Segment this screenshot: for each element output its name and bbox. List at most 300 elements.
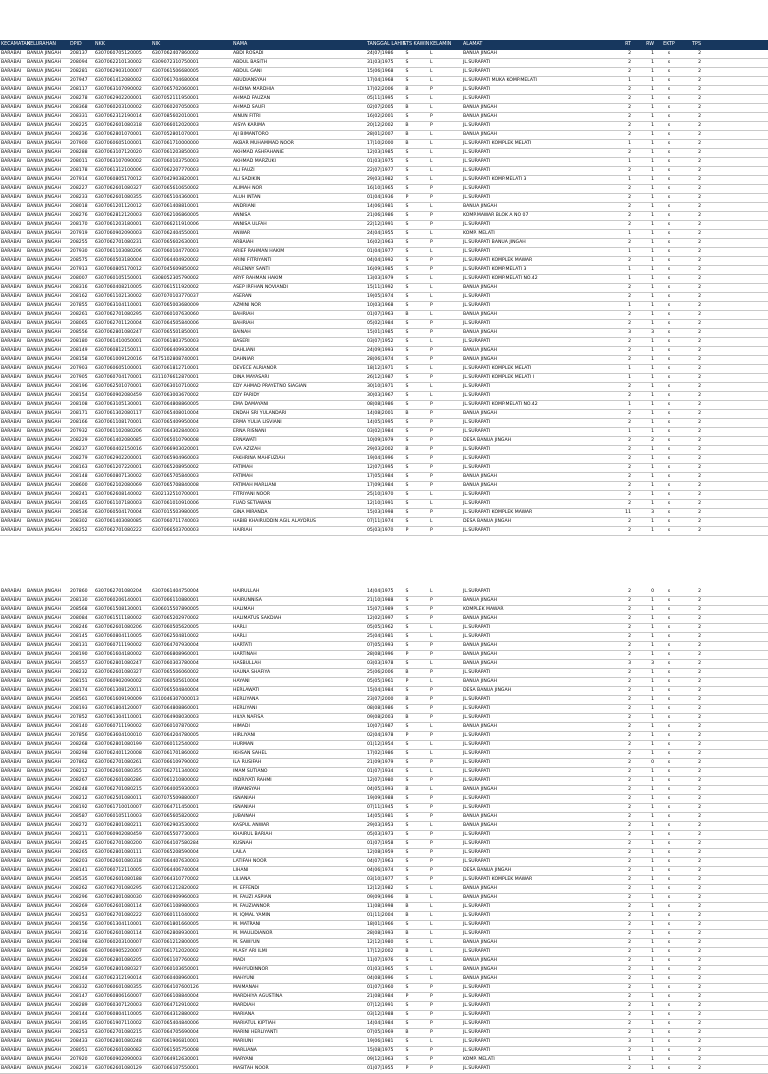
cell-ektp: s (667, 447, 671, 452)
cell-rt: 2 (628, 886, 631, 891)
table-row (0, 966, 768, 975)
cell-tanggal-lahir: 01|11|2004 (367, 913, 394, 918)
cell-kelurahan: BANUA JINGAH (27, 501, 61, 506)
cell-tanggal-lahir: 05|11|1995 (367, 96, 394, 101)
cell-nkk: 6307060902090003 (95, 231, 142, 236)
cell-tanggal-lahir: 01|07|1963 (367, 312, 394, 317)
cell-kecamatan: BARABAI (1, 769, 22, 774)
cell-alamat: BANUA JINGAH (463, 598, 497, 603)
cell-sts-kawin: S (405, 393, 409, 398)
cell-kelurahan: BANUA JINGAH (27, 697, 61, 702)
cell-alamat: BANUA JINGAH (463, 285, 497, 290)
cell-nama: M. MAULIDIANOR (233, 931, 273, 936)
table-row (0, 1011, 768, 1020)
cell-nama: HABIB KHAIRUDDIN AGIL ALAYDRUS (233, 519, 316, 524)
cell-rt: 2 (628, 357, 631, 362)
table-row (0, 392, 768, 401)
cell-nkk: 6307060503180004 (95, 258, 142, 263)
cell-nkk: 6307062601080327 (95, 186, 142, 191)
cell-rw: 1 (651, 670, 654, 675)
cell-nik: 6307061505750008 (152, 1048, 199, 1053)
cell-tps: 2 (698, 51, 701, 56)
cell-nama: INDRIYATI RAHMI (233, 778, 272, 783)
cell-tps: 2 (698, 976, 701, 981)
cell-nkk: 6307061304110001 (95, 922, 142, 927)
cell-kelurahan: BANUA JINGAH (27, 483, 61, 488)
cell-nik: 6307066903020001 (152, 447, 199, 452)
cell-tanggal-lahir: 19|06|1981 (367, 1039, 394, 1044)
cell-kelurahan: BANUA JINGAH (27, 159, 61, 164)
cell-nik: 6307062711340002 (152, 769, 199, 774)
cell-kelurahan: BANUA JINGAH (27, 868, 61, 873)
cell-ektp: s (667, 339, 671, 344)
cell-tanggal-lahir: 15|01|1985 (367, 330, 394, 335)
cell-rt: 2 (628, 465, 631, 470)
cell-nik: 6307064808860005 (152, 402, 199, 407)
cell-dpid: 208233 (70, 195, 88, 200)
cell-alamat: JL.SURAPATI (463, 949, 491, 954)
cell-tanggal-lahir: 17|09|1984 (367, 483, 394, 488)
cell-ektp: s (667, 769, 671, 774)
cell-dpid: 207947 (70, 78, 88, 83)
table-row (0, 473, 768, 482)
cell-dpid: 208166 (70, 420, 88, 425)
cell-kecamatan: BARABAI (1, 895, 22, 900)
cell-nik: 6475102808740001 (152, 357, 199, 362)
cell-tps: 2 (698, 294, 701, 299)
cell-kecamatan: BARABAI (1, 60, 22, 65)
cell-dpid: 208065 (70, 321, 88, 326)
cell-nama: HERLAWATI (233, 688, 260, 693)
cell-tanggal-lahir: 14|04|1975 (367, 589, 394, 594)
cell-dpid: 208289 (70, 1003, 88, 1008)
table-row (0, 284, 768, 293)
cell-alamat: JL.SURAPATI (463, 294, 491, 299)
cell-sts-kawin: S (405, 724, 409, 729)
cell-rw: 1 (651, 850, 654, 855)
table-row (0, 374, 768, 383)
cell-kecamatan: BARABAI (1, 1012, 22, 1017)
cell-kelamin: P (430, 1066, 433, 1071)
cell-ektp: s (667, 895, 671, 900)
cell-alamat: BANUA JINGAH (463, 357, 497, 362)
cell-dpid: 208433 (70, 1039, 88, 1044)
cell-kelurahan: BANUA JINGAH (27, 751, 61, 756)
cell-rw: 1 (651, 69, 654, 74)
cell-rw: 1 (651, 1012, 654, 1017)
cell-rw: 1 (651, 447, 654, 452)
cell-kelamin: P (430, 420, 433, 425)
cell-nik: 6307061812710001 (152, 366, 199, 371)
cell-kelamin: P (430, 186, 433, 191)
cell-kecamatan: BARABAI (1, 402, 22, 407)
cell-nkk: 6307062801080111 (95, 850, 142, 855)
cell-rw: 0 (651, 589, 654, 594)
table-row (0, 993, 768, 1002)
cell-dpid: 207914 (70, 177, 88, 182)
cell-sts-kawin: B (405, 913, 409, 918)
cell-tps: 2 (698, 724, 701, 729)
cell-nik: 6311076612870001 (152, 375, 199, 380)
cell-nama: HAIRULLAH (233, 589, 260, 594)
table-row (0, 50, 768, 59)
cell-tps: 2 (698, 375, 701, 380)
cell-ektp: s (667, 186, 671, 191)
cell-alamat: JL.SURAPATI (463, 87, 491, 92)
cell-nik: 6307065408010004 (152, 411, 199, 416)
cell-tanggal-lahir: 01|03|1975 (367, 159, 394, 164)
cell-kelurahan: BANUA JINGAH (27, 778, 61, 783)
cell-ektp: s (667, 652, 671, 657)
table-row (0, 104, 768, 113)
cell-kelurahan: BANUA JINGAH (27, 670, 61, 675)
cell-nik: 6307064711450001 (152, 805, 199, 810)
cell-nama: BAHRIAH (233, 321, 254, 326)
cell-ektp: s (667, 598, 671, 603)
cell-kelamin: P (430, 1057, 433, 1062)
header-kelamin: KELAMIN (430, 42, 452, 47)
table-row (0, 329, 768, 338)
cell-kelurahan: BANUA JINGAH (27, 589, 61, 594)
cell-alamat: BANUA JINGAH (463, 312, 497, 317)
cell-kecamatan: BARABAI (1, 670, 22, 675)
cell-tps: 2 (698, 447, 701, 452)
cell-nama: HILYA NAFISA (233, 715, 264, 720)
cell-nkk: 6307060902080459 (95, 393, 142, 398)
cell-tps: 2 (698, 1021, 701, 1026)
cell-kecamatan: BARABAI (1, 715, 22, 720)
cell-kelurahan: BANUA JINGAH (27, 96, 61, 101)
cell-tanggal-lahir: 19|04|1996 (367, 456, 394, 461)
cell-kelamin: P (430, 670, 433, 675)
cell-rt: 2 (628, 393, 631, 398)
cell-kelamin: P (430, 123, 433, 128)
cell-ektp: s (667, 465, 671, 470)
cell-rw: 1 (651, 375, 654, 380)
cell-sts-kawin: S (405, 465, 409, 470)
cell-dpid: 208587 (70, 814, 88, 819)
cell-nama: AHMAD SAUFI (233, 105, 266, 110)
cell-nama: ALIMAH NOR (233, 186, 263, 191)
cell-sts-kawin: S (405, 186, 409, 191)
cell-ektp: s (667, 670, 671, 675)
cell-nik: 6307060207050003 (152, 105, 199, 110)
cell-dpid: 207856 (70, 733, 88, 738)
cell-nama: AKHMAD MARZUKI (233, 159, 276, 164)
cell-nkk: 6307062812120003 (95, 213, 142, 218)
cell-nik: 6307060111040002 (152, 913, 199, 918)
cell-nama: M. FAUZIANNOR (233, 904, 270, 909)
cell-tps: 2 (698, 886, 701, 891)
cell-nik: 6307061404750004 (152, 589, 199, 594)
cell-kelamin: P (430, 447, 433, 452)
cell-kelurahan: BANUA JINGAH (27, 922, 61, 927)
cell-tanggal-lahir: 29|03|2002 (367, 447, 394, 452)
cell-kecamatan: BARABAI (1, 204, 22, 209)
cell-nkk: 6307063107090002 (95, 159, 142, 164)
cell-rt: 3 (628, 661, 631, 666)
cell-nkk: 6307060601080355 (95, 985, 142, 990)
cell-kecamatan: BARABAI (1, 231, 22, 236)
table-row (0, 912, 768, 921)
cell-kelamin: P (430, 733, 433, 738)
cell-nama: HERLIYANI (233, 706, 257, 711)
cell-rw: 1 (651, 958, 654, 963)
table-page-2 (0, 588, 768, 1071)
table-row (0, 365, 768, 374)
cell-tps: 2 (698, 895, 701, 900)
header-nkk: NKK (95, 42, 105, 47)
table-row (0, 221, 768, 230)
cell-tanggal-lahir: 26|12|1987 (367, 375, 394, 380)
cell-sts-kawin: B (405, 447, 409, 452)
cell-ektp: s (667, 393, 671, 398)
cell-dpid: 208316 (70, 285, 88, 290)
cell-kelurahan: BANUA JINGAH (27, 240, 61, 245)
cell-nik: 6307064310770002 (152, 877, 199, 882)
cell-kecamatan: BARABAI (1, 796, 22, 801)
cell-kelamin: L (430, 96, 433, 101)
cell-kelamin: L (430, 159, 433, 164)
cell-rt: 2 (628, 411, 631, 416)
table-row (0, 795, 768, 804)
cell-tps: 2 (698, 706, 701, 711)
cell-kecamatan: BARABAI (1, 751, 22, 756)
cell-rt: 2 (628, 823, 631, 828)
cell-rw: 1 (651, 832, 654, 837)
cell-tanggal-lahir: 28|06|1974 (367, 357, 394, 362)
cell-rw: 1 (651, 393, 654, 398)
cell-rt: 2 (628, 123, 631, 128)
cell-ektp: s (667, 132, 671, 137)
cell-alamat: BANUA JINGAH (463, 330, 497, 335)
cell-rw: 1 (651, 607, 654, 612)
cell-tanggal-lahir: 22|07|1977 (367, 168, 394, 173)
cell-rt: 1 (628, 141, 631, 146)
cell-nik: 6307065208590004 (152, 850, 199, 855)
cell-nama: FUAD SETIAWAN (233, 501, 271, 506)
cell-kelamin: L (430, 132, 433, 137)
table-row (0, 230, 768, 239)
cell-alamat: JL.SURAPATI (463, 528, 491, 533)
cell-rt: 1 (628, 303, 631, 308)
cell-kecamatan: BARABAI (1, 492, 22, 497)
cell-kelurahan: BANUA JINGAH (27, 78, 61, 83)
cell-tanggal-lahir: 18|01|1966 (367, 922, 394, 927)
cell-sts-kawin: S (405, 366, 409, 371)
cell-nama: LAILA (233, 850, 246, 855)
cell-sts-kawin: S (405, 249, 409, 254)
cell-kelurahan: BANUA JINGAH (27, 465, 61, 470)
cell-tps: 2 (698, 679, 701, 684)
cell-tps: 2 (698, 420, 701, 425)
cell-tps: 2 (698, 904, 701, 909)
cell-kecamatan: BARABAI (1, 285, 22, 290)
cell-tps: 2 (698, 1039, 701, 1044)
cell-kelurahan: BANUA JINGAH (27, 285, 61, 290)
cell-tanggal-lahir: 21|10|1988 (367, 598, 394, 603)
cell-kecamatan: BARABAI (1, 375, 22, 380)
cell-tanggal-lahir: 05|03|1970 (367, 528, 394, 533)
cell-kelurahan: BANUA JINGAH (27, 661, 61, 666)
cell-rw: 1 (651, 96, 654, 101)
cell-kelamin: L (430, 895, 433, 900)
cell-rw: 1 (651, 742, 654, 747)
cell-ektp: s (667, 96, 671, 101)
table-row (0, 1056, 768, 1065)
cell-ektp: s (667, 859, 671, 864)
cell-tps: 2 (698, 1030, 701, 1035)
cell-dpid: 208298 (70, 751, 88, 756)
cell-tanggal-lahir: 10|07|1987 (367, 724, 394, 729)
cell-nama: ILA RUSIFAH (233, 760, 262, 765)
cell-ektp: s (667, 634, 671, 639)
cell-rt: 2 (628, 384, 631, 389)
table-row (0, 957, 768, 966)
cell-kecamatan: BARABAI (1, 1003, 22, 1008)
cell-nkk: 6307062902200001 (95, 456, 142, 461)
cell-kelurahan: BANUA JINGAH (27, 231, 61, 236)
cell-kecamatan: BARABAI (1, 420, 22, 425)
cell-alamat: JL.SURAPATI (463, 1012, 491, 1017)
cell-kecamatan: BARABAI (1, 195, 22, 200)
table-row (0, 840, 768, 849)
cell-kelurahan: BANUA JINGAH (27, 679, 61, 684)
cell-kecamatan: BARABAI (1, 985, 22, 990)
cell-dpid: 208246 (70, 625, 88, 630)
cell-kelurahan: BANUA JINGAH (27, 886, 61, 891)
cell-kelamin: L (430, 967, 433, 972)
cell-nkk: 6307060605100001 (95, 366, 142, 371)
cell-kelamin: P (430, 1030, 433, 1035)
cell-tps: 2 (698, 186, 701, 191)
cell-tps: 2 (698, 240, 701, 245)
table-row (0, 491, 768, 500)
cell-kecamatan: BARABAI (1, 258, 22, 263)
table-row (0, 482, 768, 491)
cell-rt: 2 (628, 697, 631, 702)
cell-kelurahan: BANUA JINGAH (27, 715, 61, 720)
cell-tanggal-lahir: 31|03|1975 (367, 60, 394, 65)
cell-sts-kawin: S (405, 958, 409, 963)
cell-nik: 6307060103750003 (152, 159, 199, 164)
cell-kelamin: L (430, 661, 433, 666)
table-body (0, 50, 768, 536)
cell-nkk: 6307062701080222 (95, 528, 142, 533)
cell-tanggal-lahir: 19|05|1974 (367, 294, 394, 299)
cell-dpid: 208144 (70, 976, 88, 981)
cell-rt: 2 (628, 796, 631, 801)
cell-alamat: JL.SURAPATI (463, 670, 491, 675)
cell-rw: 1 (651, 949, 654, 954)
table-body (0, 588, 768, 1074)
cell-alamat: JL.SURAPATI KOMPLEK MAWAR (463, 510, 533, 515)
cell-alamat: JL.SURAPATI (463, 1066, 491, 1071)
cell-kelamin: P (430, 438, 433, 443)
table-row (0, 885, 768, 894)
cell-sts-kawin: S (405, 285, 409, 290)
cell-tanggal-lahir: 08|08|1986 (367, 706, 394, 711)
cell-tps: 2 (698, 868, 701, 873)
cell-ektp: s (667, 1039, 671, 1044)
cell-tps: 2 (698, 670, 701, 675)
cell-kecamatan: BARABAI (1, 679, 22, 684)
cell-nkk: 6307061312100006 (95, 168, 142, 173)
cell-tps: 2 (698, 330, 701, 335)
cell-sts-kawin: S (405, 150, 409, 155)
cell-rw: 1 (651, 985, 654, 990)
cell-rt: 2 (628, 652, 631, 657)
cell-tanggal-lahir: 13|03|1979 (367, 276, 394, 281)
cell-nama: EVA AZIZAH (233, 447, 261, 452)
cell-ektp: s (667, 78, 671, 83)
cell-nik: 6307065003680009 (152, 303, 199, 308)
cell-tanggal-lahir: 05|05|1962 (367, 625, 394, 630)
cell-nik: 6307062106860005 (152, 213, 199, 218)
cell-kecamatan: BARABAI (1, 931, 22, 936)
cell-kelamin: P (430, 510, 433, 515)
cell-nkk: 6307062701120004 (95, 321, 142, 326)
cell-ektp: s (667, 348, 671, 353)
cell-alamat: JL.SURAPATI (463, 447, 491, 452)
cell-ektp: s (667, 715, 671, 720)
cell-nik: 6307064705690004 (152, 1030, 199, 1035)
cell-nama: MARDHIYA AGUSTINA (233, 994, 283, 999)
cell-rt: 2 (628, 312, 631, 317)
cell-nkk: 6307060902080459 (95, 832, 142, 837)
cell-alamat: JL.SURAPATI KOMP.MELATI NO.42 (463, 402, 538, 407)
cell-kecamatan: BARABAI (1, 940, 22, 945)
cell-kelurahan: BANUA JINGAH (27, 276, 61, 281)
cell-kelamin: P (430, 330, 433, 335)
cell-nkk: 6307061308120011 (95, 688, 142, 693)
cell-rw: 1 (651, 769, 654, 774)
cell-nama: FATIMAH (233, 465, 253, 470)
cell-nik: 6307065708840008 (152, 483, 199, 488)
cell-tps: 2 (698, 940, 701, 945)
cell-rw: 1 (651, 276, 654, 281)
table-row (0, 849, 768, 858)
cell-nama: BASERI (233, 339, 250, 344)
cell-sts-kawin: S (405, 976, 409, 981)
cell-dpid: 207919 (70, 231, 88, 236)
cell-rt: 2 (628, 607, 631, 612)
cell-kecamatan: BARABAI (1, 643, 22, 648)
cell-alamat: BANUA JINGAH (463, 132, 497, 137)
cell-dpid: 208255 (70, 240, 88, 245)
cell-nkk: 6307060711190002 (95, 724, 142, 729)
cell-nik: 6307064505840006 (152, 321, 199, 326)
cell-kecamatan: BARABAI (1, 294, 22, 299)
cell-alamat: JL.SURAPATI (463, 913, 491, 918)
cell-nik: 6307061108980003 (152, 904, 199, 909)
cell-kecamatan: BARABAI (1, 823, 22, 828)
cell-rt: 2 (628, 859, 631, 864)
cell-dpid: 208557 (70, 661, 88, 666)
cell-tanggal-lahir: 05|03|1973 (367, 832, 394, 837)
cell-kelurahan: BANUA JINGAH (27, 616, 61, 621)
cell-sts-kawin: S (405, 922, 409, 927)
cell-sts-kawin: S (405, 60, 409, 65)
cell-rt: 2 (628, 832, 631, 837)
cell-rt: 2 (628, 213, 631, 218)
cell-rt: 2 (628, 634, 631, 639)
cell-tanggal-lahir: 03|03|1978 (367, 661, 394, 666)
cell-kecamatan: BARABAI (1, 438, 22, 443)
cell-tps: 2 (698, 985, 701, 990)
cell-nik: 6307061107760002 (152, 958, 199, 963)
table-row (0, 777, 768, 786)
